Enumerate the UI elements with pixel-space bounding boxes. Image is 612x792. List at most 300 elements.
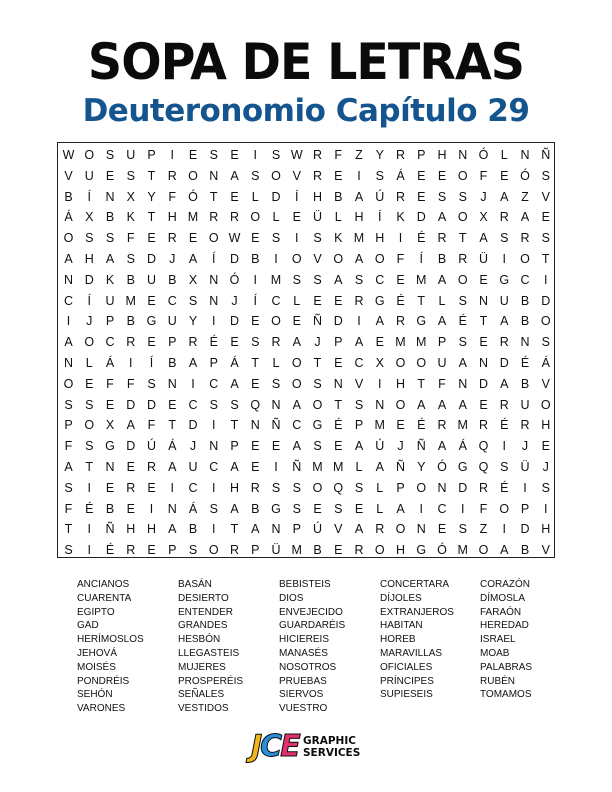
- grid-letter: N: [105, 460, 115, 474]
- grid-letter: H: [437, 148, 447, 162]
- grid-letter: Ñ: [395, 460, 406, 474]
- grid-letter: S: [458, 522, 467, 537]
- grid-letter: O: [84, 418, 95, 433]
- grid-letter: B: [105, 501, 115, 516]
- grid-letter: I: [544, 501, 548, 516]
- word-list-item: ENTENDER: [178, 606, 234, 618]
- word-list-item: SIERVOS: [279, 689, 324, 701]
- grid-letter: F: [126, 376, 135, 391]
- grid-row: [58, 270, 554, 291]
- grid-letter: B: [126, 272, 135, 287]
- grid-letter: E: [251, 231, 260, 246]
- grid-letter: S: [541, 231, 550, 246]
- grid-letter: F: [396, 252, 405, 266]
- grid-letter: Ñ: [416, 439, 426, 454]
- grid-letter: Ñ: [541, 148, 551, 162]
- word-list-item: PROSPERÉIS: [178, 675, 244, 687]
- grid-letter: F: [334, 148, 343, 162]
- word-list-item: ENVEJECIDO: [279, 606, 343, 618]
- word-list-item: CONCERTARA: [380, 579, 450, 590]
- grid-letter: W: [62, 148, 75, 162]
- grid-letter: C: [209, 376, 219, 391]
- grid-letter: S: [271, 231, 281, 246]
- logo-letter-e: E: [280, 729, 299, 764]
- grid-letter: E: [354, 501, 364, 516]
- grid-letter: O: [271, 314, 281, 329]
- grid-letter: S: [354, 480, 364, 495]
- grid-letter: C: [167, 293, 177, 308]
- grid-letter: R: [312, 148, 323, 162]
- grid-letter: O: [416, 480, 427, 495]
- grid-letter: Ü: [271, 543, 281, 558]
- grid-letter: T: [479, 314, 488, 329]
- grid-letter: N: [458, 376, 468, 391]
- grid-letter: D: [271, 189, 281, 204]
- grid-letter: M: [291, 543, 302, 558]
- grid-letter: D: [229, 314, 240, 329]
- grid-letter: A: [458, 397, 467, 412]
- grid-letter: V: [541, 543, 550, 558]
- grid-letter: P: [417, 148, 426, 162]
- grid-letter: U: [437, 356, 447, 370]
- grid-letter: A: [168, 460, 177, 474]
- grid-letter: E: [147, 293, 156, 308]
- grid-letter: N: [375, 397, 385, 412]
- word-list-item: HERÍMOSLOS: [77, 634, 144, 646]
- grid-letter: S: [500, 460, 509, 474]
- grid-letter: H: [84, 252, 94, 266]
- grid-letter: M: [457, 418, 468, 433]
- grid-letter: É: [105, 543, 115, 558]
- grid-letter: L: [376, 480, 384, 495]
- grid-letter: L: [272, 210, 280, 225]
- grid-letter: R: [354, 293, 364, 308]
- grid-letter: Ú: [312, 522, 323, 537]
- grid-letter: N: [271, 522, 281, 537]
- grid-letter: S: [85, 231, 94, 246]
- grid-letter: M: [187, 210, 199, 225]
- grid-letter: O: [208, 231, 219, 246]
- grid-row: [58, 540, 554, 561]
- grid-letter: S: [105, 231, 115, 246]
- grid-letter: J: [86, 314, 93, 329]
- grid-letter: R: [209, 210, 219, 225]
- grid-letter: R: [499, 210, 509, 225]
- grid-letter: T: [251, 356, 260, 370]
- grid-row: [58, 332, 554, 353]
- grid-letter: I: [149, 501, 154, 516]
- grid-letter: I: [523, 480, 527, 495]
- word-list-item: PRÍNCIPES: [380, 675, 434, 687]
- grid-letter: A: [105, 252, 115, 266]
- grid-letter: M: [270, 272, 282, 287]
- grid-letter: E: [147, 480, 156, 495]
- grid-letter: E: [479, 272, 488, 287]
- grid-letter: F: [64, 501, 73, 516]
- grid-letter: B: [251, 252, 260, 266]
- grid-letter: E: [251, 376, 260, 391]
- grid-letter: H: [395, 376, 406, 391]
- grid-letter: Ú: [375, 439, 385, 454]
- word-list-item: GAD: [77, 620, 99, 632]
- grid-letter: B: [334, 189, 343, 204]
- grid-letter: O: [188, 168, 198, 183]
- grid-letter: N: [478, 356, 489, 370]
- grid-letter: E: [437, 522, 447, 537]
- grid-letter: R: [478, 480, 489, 495]
- grid-letter: D: [188, 418, 198, 433]
- grid-letter: E: [334, 293, 343, 308]
- grid-letter: I: [87, 480, 91, 495]
- grid-letter: L: [293, 293, 301, 308]
- grid-letter: O: [291, 252, 302, 266]
- grid-letter: K: [105, 272, 115, 287]
- grid-letter: O: [540, 397, 551, 412]
- grid-letter: O: [457, 272, 468, 287]
- word-list-item: SEHÓN: [77, 689, 113, 701]
- grid-letter: I: [274, 460, 278, 474]
- grid-letter: G: [312, 418, 323, 433]
- logo-letter-c: C: [260, 729, 281, 764]
- grid-letter: D: [126, 397, 136, 412]
- grid-row: [58, 395, 554, 416]
- grid-letter: E: [147, 335, 156, 350]
- grid-row: [58, 457, 554, 478]
- grid-letter: T: [64, 522, 73, 537]
- grid-letter: E: [105, 480, 115, 495]
- grid-letter: O: [84, 335, 95, 350]
- grid-letter: H: [146, 522, 157, 537]
- grid-letter: R: [458, 252, 468, 266]
- grid-row: [58, 374, 554, 395]
- grid-letter: S: [209, 397, 218, 412]
- grid-letter: A: [437, 210, 447, 225]
- grid-letter: T: [417, 376, 426, 391]
- grid-letter: O: [520, 252, 530, 266]
- grid-letter: V: [292, 168, 301, 183]
- grid-letter: N: [437, 480, 447, 495]
- grid-letter: F: [168, 189, 177, 204]
- grid-letter: Í: [149, 356, 154, 370]
- grid-letter: S: [313, 439, 322, 454]
- grid-letter: P: [437, 335, 447, 350]
- grid-letter: A: [64, 252, 73, 266]
- grid-letter: V: [313, 252, 322, 266]
- grid-letter: U: [167, 314, 177, 329]
- grid-letter: A: [458, 356, 467, 370]
- grid-letter: R: [437, 418, 447, 433]
- grid-letter: A: [437, 397, 447, 412]
- grid-letter: É: [417, 231, 426, 246]
- grid-letter: D: [520, 522, 530, 537]
- page-subtitle: Deuteronomio Capítulo 29: [82, 93, 530, 129]
- grid-letter: I: [357, 314, 361, 329]
- grid-letter: A: [500, 314, 509, 329]
- grid-letter: Y: [375, 148, 384, 162]
- grid-letter: T: [230, 418, 239, 433]
- grid-letter: E: [126, 501, 135, 516]
- grid-letter: O: [208, 543, 219, 558]
- grid-letter: E: [396, 418, 405, 433]
- grid-letter: X: [85, 210, 94, 225]
- word-list-item: LLEGASTEIS: [178, 648, 240, 659]
- grid-letter: B: [105, 210, 115, 225]
- grid-row: [58, 353, 554, 374]
- grid-letter: A: [375, 460, 384, 474]
- grid-letter: H: [541, 522, 551, 537]
- grid-letter: Ñ: [312, 314, 323, 329]
- word-list-item: ISRAEL: [480, 634, 516, 646]
- grid-letter: X: [188, 272, 198, 287]
- grid-letter: E: [251, 460, 260, 474]
- grid-letter: A: [479, 231, 488, 246]
- grid-letter: I: [212, 314, 216, 329]
- grid-letter: C: [105, 335, 115, 350]
- grid-letter: R: [126, 480, 136, 495]
- grid-letter: A: [520, 210, 530, 225]
- grid-letter: A: [354, 189, 364, 204]
- grid-letter: S: [292, 480, 301, 495]
- grid-letter: J: [480, 189, 487, 204]
- grid-letter: E: [105, 397, 115, 412]
- grid-letter: A: [292, 439, 301, 454]
- grid-letter: F: [438, 376, 446, 391]
- logo-letter-j: J: [251, 729, 261, 764]
- grid-letter: Í: [419, 252, 423, 266]
- grid-letter: C: [292, 418, 302, 433]
- grid-letter: L: [272, 356, 280, 370]
- grid-letter: C: [437, 501, 447, 516]
- grid-letter: A: [251, 522, 260, 537]
- grid-letter: Ü: [520, 460, 530, 474]
- grid-letter: A: [437, 314, 447, 329]
- grid-letter: C: [354, 356, 364, 370]
- grid-letter: É: [85, 501, 94, 516]
- grid-letter: A: [230, 376, 239, 391]
- grid-letter: G: [416, 314, 427, 329]
- grid-letter: Á: [230, 356, 239, 370]
- grid-letter: O: [250, 210, 261, 225]
- grid-letter: A: [354, 439, 364, 454]
- grid-letter: Í: [295, 189, 299, 204]
- grid-letter: I: [170, 148, 174, 162]
- word-list-item: MARAVILLAS: [380, 648, 443, 659]
- grid-letter: R: [499, 335, 509, 350]
- grid-letter: R: [520, 231, 530, 246]
- grid-letter: R: [375, 522, 385, 537]
- word-list-item: SUPIESEIS: [380, 689, 433, 701]
- grid-letter: I: [502, 252, 506, 266]
- grid-letter: V: [354, 376, 364, 391]
- grid-letter: Í: [212, 252, 216, 266]
- grid-letter: U: [146, 272, 157, 287]
- grid-letter: J: [169, 252, 176, 266]
- grid-letter: H: [229, 480, 240, 495]
- grid-letter: N: [520, 335, 530, 350]
- grid-letter: T: [147, 168, 156, 183]
- grid-letter: S: [313, 231, 322, 246]
- grid-letter: O: [395, 356, 406, 370]
- grid-letter: A: [334, 272, 343, 287]
- grid-letter: N: [63, 356, 74, 370]
- grid-letter: E: [271, 439, 281, 454]
- word-list-item: SEÑALES: [178, 689, 225, 701]
- grid-letter: E: [417, 189, 426, 204]
- grid-letter: E: [105, 168, 115, 183]
- grid-letter: E: [85, 376, 94, 391]
- grid-letter: A: [437, 439, 447, 454]
- word-list-item: BASÁN: [178, 579, 212, 590]
- grid-letter: I: [212, 418, 216, 433]
- grid-letter: Z: [479, 522, 488, 537]
- grid-letter: M: [353, 231, 365, 246]
- grid-letter: E: [188, 148, 198, 162]
- grid-letter: A: [437, 272, 447, 287]
- grid-letter: E: [375, 335, 384, 350]
- grid-letter: E: [313, 501, 322, 516]
- grid-letter: É: [520, 356, 530, 370]
- word-list-item: PONDRÉIS: [77, 675, 130, 687]
- grid-letter: B: [520, 376, 530, 391]
- grid-letter: W: [228, 231, 241, 246]
- word-list-item: VUESTRO: [279, 703, 328, 715]
- grid-letter: A: [230, 460, 239, 474]
- grid-letter: R: [229, 543, 240, 558]
- grid-letter: S: [105, 148, 115, 162]
- grid-letter: T: [209, 189, 218, 204]
- grid-letter: O: [374, 252, 385, 266]
- grid-letter: S: [147, 376, 156, 391]
- grid-letter: O: [291, 356, 302, 370]
- grid-letter: I: [253, 272, 257, 287]
- word-list-item: DIOS: [279, 592, 304, 604]
- grid-letter: H: [126, 522, 136, 537]
- grid-letter: G: [271, 501, 281, 516]
- grid-letter: C: [188, 397, 198, 412]
- grid-letter: N: [333, 376, 343, 391]
- grid-letter: M: [457, 543, 468, 558]
- grid-row: [58, 478, 554, 499]
- word-list-item: PALABRAS: [480, 661, 533, 673]
- grid-letter: E: [251, 439, 260, 454]
- grid-letter: D: [84, 272, 94, 287]
- grid-letter: I: [129, 356, 133, 370]
- grid-letter: S: [354, 272, 364, 287]
- grid-letter: O: [499, 501, 510, 516]
- grid-letter: S: [541, 480, 550, 495]
- grid-letter: E: [479, 335, 488, 350]
- grid-letter: D: [416, 210, 426, 225]
- grid-letter: R: [499, 397, 509, 412]
- grid-letter: S: [541, 335, 550, 350]
- grid-letter: T: [147, 210, 156, 225]
- word-list-item: HICIEREIS: [279, 634, 330, 646]
- grid-letter: S: [271, 480, 281, 495]
- letter-grid: [57, 142, 555, 558]
- grid-letter: O: [395, 522, 406, 537]
- word-list-item: HOREB: [380, 634, 416, 646]
- grid-letter: B: [313, 543, 322, 558]
- word-list-item: DESIERTO: [178, 592, 229, 604]
- grid-letter: E: [334, 168, 343, 183]
- grid-letter: N: [209, 272, 219, 287]
- grid-letter: Á: [541, 356, 550, 370]
- grid-letter: Ó: [188, 189, 198, 204]
- grid-letter: J: [189, 439, 197, 454]
- grid-letter: E: [251, 314, 260, 329]
- grid-letter: G: [457, 460, 468, 474]
- grid-letter: A: [126, 418, 135, 433]
- grid-letter: Á: [188, 501, 198, 516]
- grid-letter: O: [312, 480, 323, 495]
- grid-letter: I: [66, 314, 71, 329]
- grid-letter: U: [105, 293, 115, 308]
- grid-letter: É: [396, 293, 405, 308]
- grid-letter: S: [500, 231, 509, 246]
- grid-letter: C: [63, 293, 74, 308]
- grid-letter: I: [274, 252, 278, 266]
- grid-letter: S: [271, 148, 281, 162]
- grid-letter: P: [251, 543, 260, 558]
- grid-letter: E: [479, 397, 488, 412]
- grid-letter: A: [168, 522, 177, 537]
- grid-letter: B: [520, 293, 530, 308]
- word-list-item: FARAÓN: [480, 606, 522, 618]
- grid-letter: O: [63, 231, 74, 246]
- word-list-item: OFICIALES: [380, 661, 433, 673]
- grid-letter: M: [312, 460, 323, 474]
- grid-letter: A: [292, 335, 301, 350]
- grid-letter: R: [126, 543, 136, 558]
- grid-letter: T: [541, 252, 550, 266]
- grid-letter: M: [374, 418, 385, 433]
- grid-letter: K: [396, 210, 405, 225]
- grid-letter: D: [458, 480, 468, 495]
- grid-letter: O: [333, 252, 344, 266]
- word-list-item: GUARDARÉIS: [279, 620, 346, 632]
- grid-letter: I: [170, 480, 174, 495]
- grid-letter: N: [271, 397, 281, 412]
- grid-letter: P: [209, 356, 218, 370]
- grid-letter: Q: [250, 397, 261, 412]
- grid-letter: N: [167, 501, 177, 516]
- grid-letter: B: [168, 272, 177, 287]
- grid-letter: N: [478, 293, 489, 308]
- grid-letter: B: [64, 189, 73, 204]
- grid-letter: S: [458, 335, 467, 350]
- grid-letter: P: [64, 418, 73, 433]
- grid-letter: D: [126, 439, 136, 454]
- grid-letter: A: [64, 460, 73, 474]
- grid-letter: G: [416, 543, 427, 558]
- grid-letter: I: [212, 522, 216, 537]
- grid-letter: E: [292, 210, 301, 225]
- grid-letter: É: [500, 418, 509, 433]
- grid-letter: T: [313, 356, 322, 370]
- grid-letter: D: [478, 376, 489, 391]
- grid-row: [58, 207, 554, 228]
- grid-letter: S: [85, 439, 94, 454]
- grid-row: [58, 311, 554, 332]
- grid-letter: J: [521, 439, 529, 454]
- grid-letter: L: [85, 356, 93, 370]
- word-list-item: PRUEBAS: [279, 675, 327, 687]
- grid-letter: S: [64, 397, 73, 412]
- grid-letter: A: [188, 252, 198, 266]
- grid-letter: M: [416, 272, 427, 287]
- grid-letter: E: [334, 543, 343, 558]
- grid-letter: F: [479, 501, 488, 516]
